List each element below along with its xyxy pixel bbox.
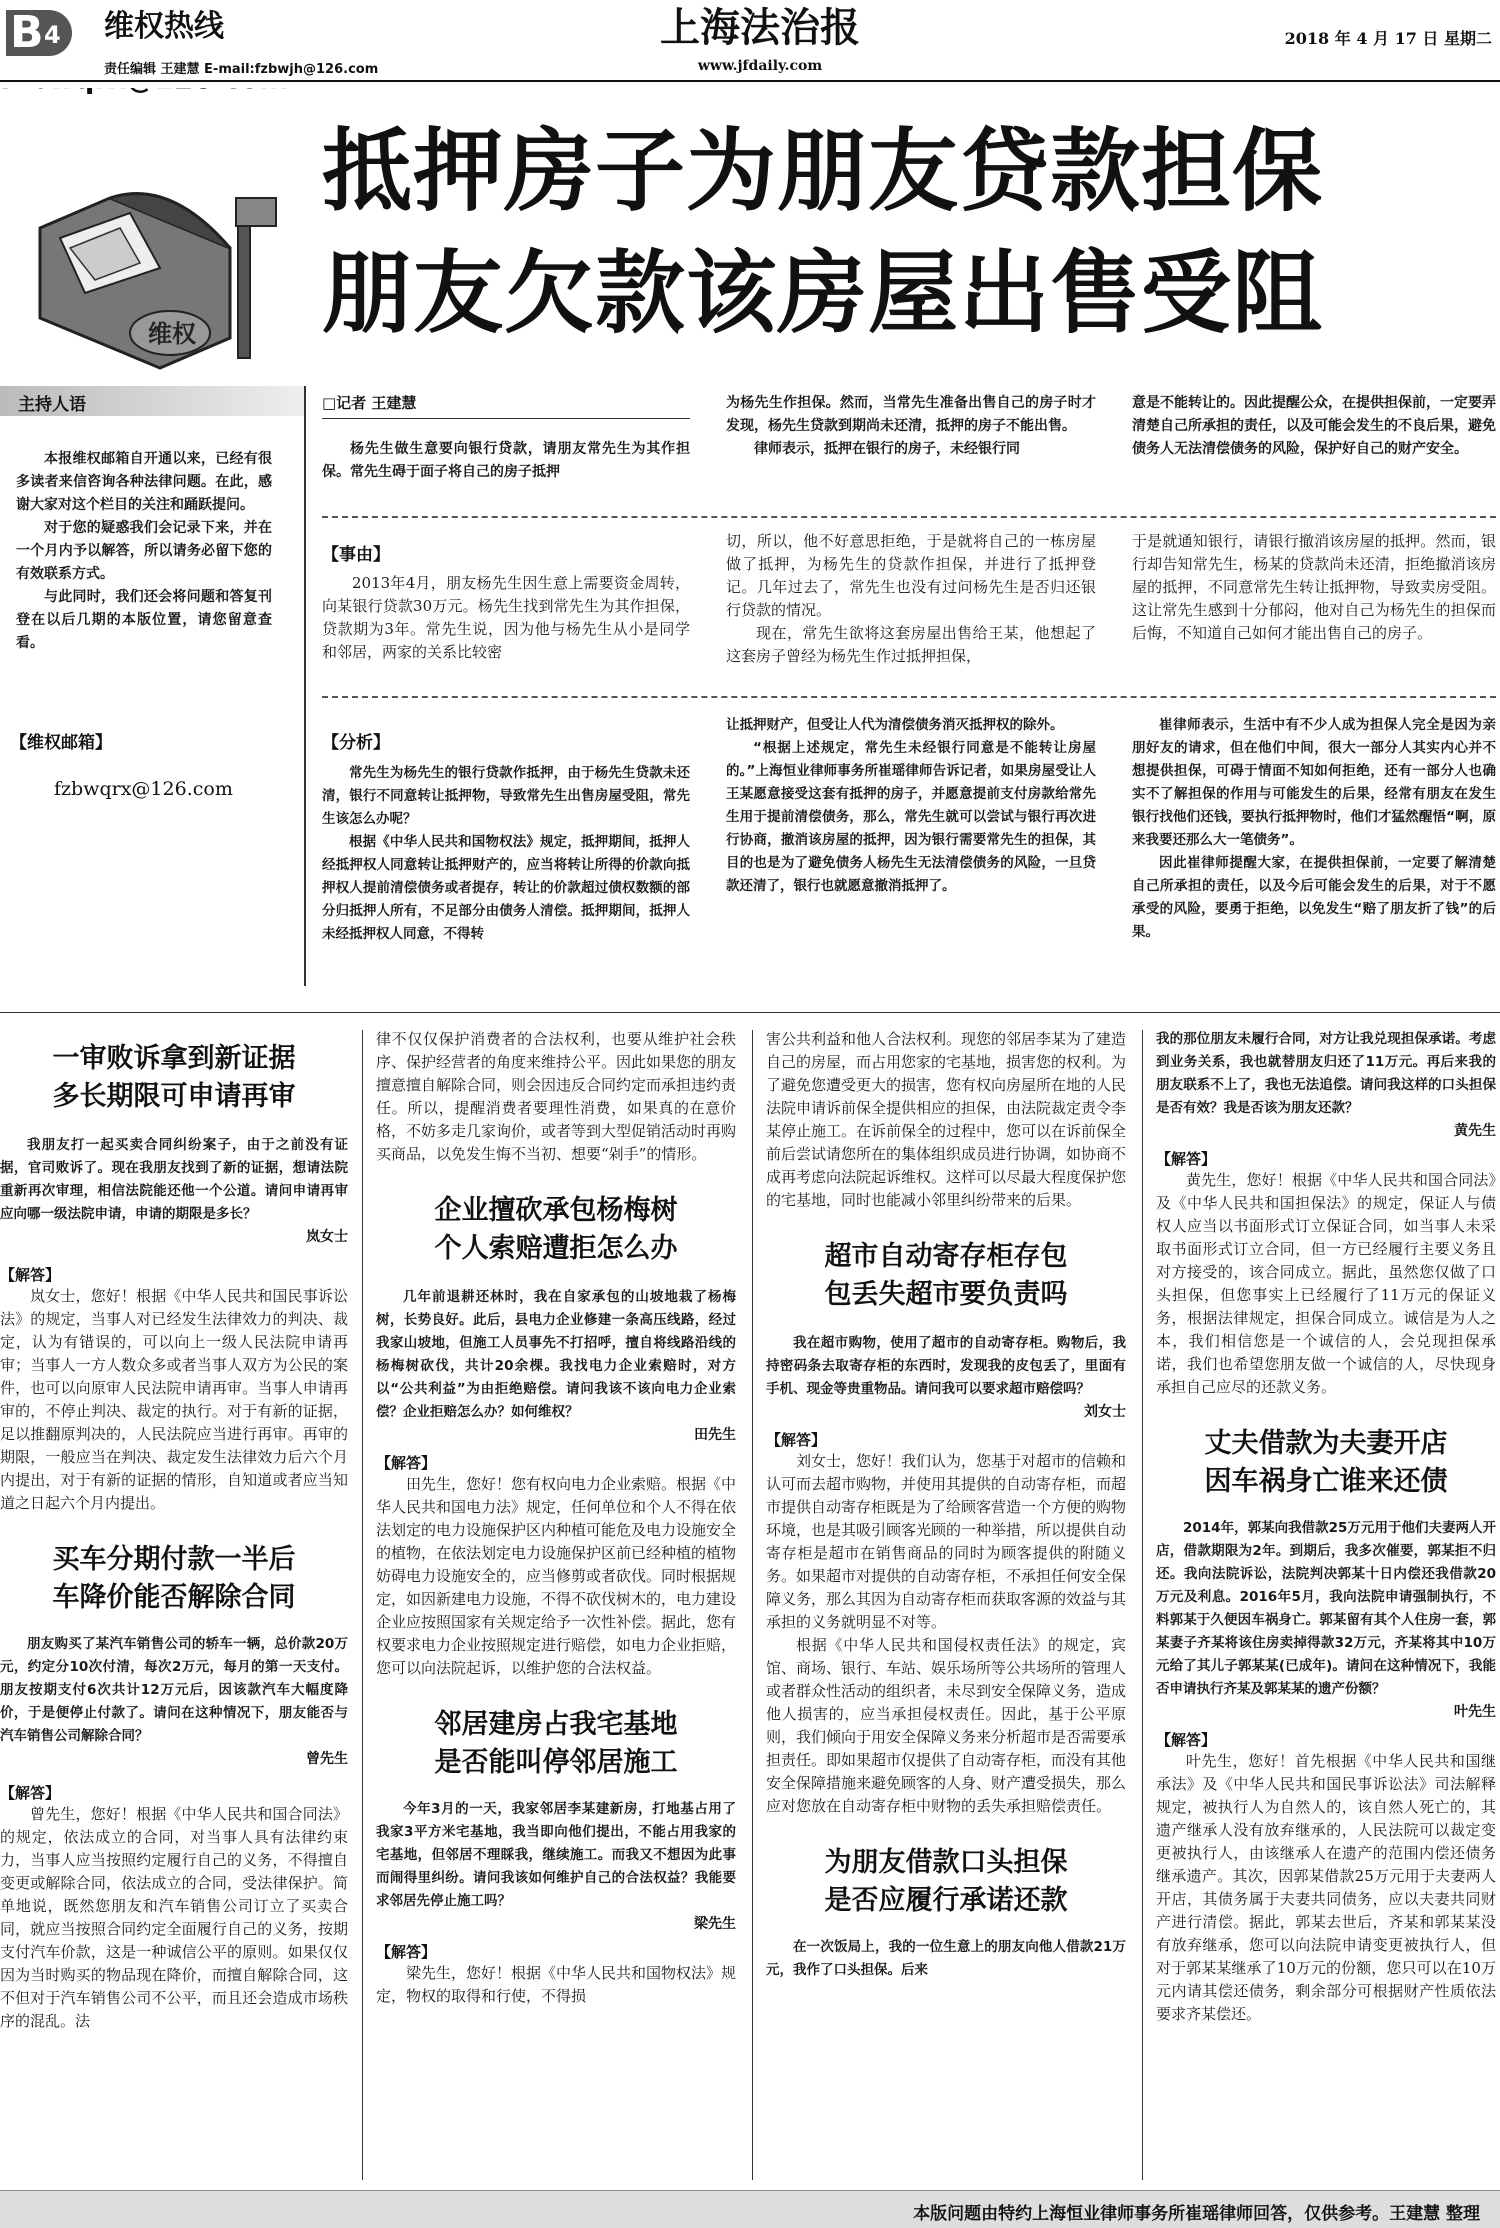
mailbox-illustration — [0, 88, 300, 378]
page-tag: B — [10, 7, 44, 58]
cause-a: 2013年4月，朋友杨先生因生意上需要资金周转，向某银行贷款30万元。杨先生找到常先生为其作担保，贷款期为3年。常先生说，因为他与杨先生从小是同学和邻居，两家的关系比较密 — [322, 574, 690, 661]
article-title: 丈夫借款为夫妻开店 因车祸身亡谁来还债 — [1204, 1428, 1448, 1497]
lead-a: 杨先生做生意要向银行贷款，请朋友常先生为其作担保。常先生碍于面子将自己的房子抵押 — [322, 441, 690, 480]
answer-label: 【解答】 — [0, 1784, 61, 1802]
cause-b: 切，所以，他不好意思拒绝，于是就将自己的一栋房屋做了抵押，为杨先生的贷款作担保，并进行了抵押登记。几年过去了，常先生也没有过问杨先生是否归还银行贷款的情况。 现在，常先生欲将这套房屋出售给王某，他想起了这套房子曾经为杨先生作过抵押担保， — [726, 532, 1096, 665]
analysis-label: 【分析】 — [322, 733, 390, 753]
stamp-text: 维权 — [148, 320, 196, 348]
article-answer: 曾先生，您好！根据《中华人民共和国合同法》的规定，依法成立的合同，对当事人具有法律约束力，当事人应当按照约定履行自己的义务，不得擅自变更或解除合同，依法成立的合同，受法律保护。简单地说，既然您朋友和汽车销售公司订立了买卖合同，就应当按照合同约定全面履行自己的义务，按期支付汽车价款，这是一种诚信公平的原则。如果仅仅因为当时购买的物品现在降价，而擅自解除合同，这不但对于汽车销售公司不公平，而且还会造成市场秩序的混乱。法 — [0, 1805, 348, 2030]
article-question: 今年3月的一天，我家邻居李某建新房，打地基占用了我家3平方米宅基地，我当即向他们提出，不能占用我家的宅基地，但邻居不理睬我，继续施工。而我又不想因为此事而闹得里纠纷。请问我该如何维护自己的合法权益？我能要求邻居先停止施工吗？ — [376, 1801, 736, 1909]
article-title: 买车分期付款一半后 车降价能否解除合同 — [52, 1544, 296, 1613]
column-rule — [752, 1030, 753, 2180]
host-text: 本报维权邮箱自开通以来，已经有很多读者来信咨询各种法律问题。在此，感谢大家对这个栏目的关注和踊跃提问。 对于您的疑惑我们会记录下来，并在一个月内予以解答，所以请务必留下您的有效联系方式。 与此同时，我们还会将问题和答复刊登在以后几期的本版位置，请您留意查看。 — [16, 451, 272, 651]
column-rule — [1142, 1030, 1143, 2180]
article-continued: 害公共利益和他人合法权利。现您的邻居李某为了建造自己的房屋，而占用您家的宅基地，损害您的权利。为了避免您遭受更大的损害，您有权向房屋所在地的人民法院申请诉前保全提供相应的担保，由法院裁定责令李某停止施工。在诉前保全的过程中，您可以在诉前保全前后尝试请您所在的集体组织成员进行协调，如协商不成再考虑向法院起诉维权。这样可以尽最大程度保护您的宅基地，同时也能减小邻里纠纷带来的后果。 — [766, 1030, 1127, 1209]
lead-divider — [322, 516, 1496, 518]
column-rule — [362, 1030, 363, 2180]
article-title: 邻居建房占我宅基地 是否能叫停邻居施工 — [434, 1709, 678, 1778]
article-question: 朋友购买了某汽车销售公司的轿车一辆，总价款20万元，约定分10次付清，每次2万元，每月的第一天支付。朋友按期支付6次共计12万元后，因该款汽车大幅度降价，于是便停止付款了。请问在这种情况下，朋友能否与汽车销售公司解除合同？ — [0, 1636, 348, 1744]
answer-label: 【解答】 — [1156, 1731, 1217, 1749]
article-title: 为朋友借款口头担保 是否应履行承诺还款 — [824, 1847, 1068, 1916]
headline-line2: 朋友欠款该房屋出售受阻 — [322, 241, 1323, 346]
analysis-b: 让抵押财产，但受让人代为清偿债务消灭抵押权的除外。 “根据上述规定，常先生未经银行同意是不能转让房屋的。”上海恒业律师事务所崔瑶律师告诉记者，如果房屋受让人王某愿意接受这套有抵押的房子，并愿意提前支付房款给常先生用于提前清偿债务，那么，常先生就可以尝试与银行再次进行协商，撤消该房屋的抵押，因为银行需要常先生的担保，其目的也是为了避免债务人杨先生无法清偿债务的风险，一旦贷款还清了，银行也就愿意撤消抵押了。 — [726, 717, 1096, 894]
footer-bar — [0, 2190, 1500, 2228]
footer-note: 本版问题由特约上海恒业律师事务所崔瑶律师回答，仅供参考。王建慧 整理 — [913, 2204, 1480, 2224]
question-signature: 刘女士 — [1084, 1404, 1126, 1420]
site-url: www.jfdaily.com — [697, 58, 823, 74]
answer-label: 【解答】 — [376, 1454, 437, 1472]
analysis-a: 常先生为杨先生的银行贷款作抵押，由于杨先生贷款未还清，银行不同意转让抵押物，导致常先生出售房屋受阻，常先生该怎么办呢？ 根据《中华人民共和国物权法》规定，抵押期间，抵押人经抵押权人同意转让抵押财产的，应当将转让所得的价款向抵押权人提前清偿债务或者提存，转让的价款超过债权数额的部分归抵押人所有，不足部分由债务人清偿。抵押期间，抵押人未经抵押权人同意，不得转 — [322, 765, 690, 942]
answer-label: 【解答】 — [376, 1943, 437, 1961]
article-title: 超市自动寄存柜存包 包丢失超市要负责吗 — [824, 1241, 1068, 1310]
cause-divider — [322, 696, 1496, 698]
mailbox-icon — [0, 88, 300, 378]
lead-c: 意是不能转让的。因此提醒公众，在提供担保前，一定要弄清楚自己所承担的责任，以及可能会发生的不良后果，避免债务人无法清偿债务的风险，保护好自己的财产安全。 — [1132, 395, 1496, 457]
article-answer: 田先生，您好！您有权向电力企业索赔。根据《中华人民共和国电力法》规定，任何单位和个人不得在依法划定的电力设施保护区内种植可能危及电力设施安全的植物，在依法划定电力设施保护区前已经种植的植物妨碍电力设施安全的，应当修剪或者砍伐。同时根据规定，如因新建电力设施，不得不砍伐树木的，电力建设企业应按照国家有关规定给予一次性补偿。据此，您有权要求电力企业按照规定进行赔偿，如电力企业拒赔，您可以向法院起诉，以维护您的合法权益。 — [376, 1475, 737, 1677]
mailbox-email-arc — [0, 88, 288, 95]
article-title: 企业擅砍承包杨梅树 个人索赔遭拒怎么办 — [434, 1195, 678, 1264]
sidebar-rule — [304, 386, 306, 986]
question-signature: 黄先生 — [1454, 1123, 1496, 1139]
byline-rule — [322, 418, 690, 419]
article-question: 我在超市购物，使用了超市的自动寄存柜。购物后，我持密码条去取寄存柜的东西时，发现我的皮包丢了，里面有手机、现金等贵重物品。请问我可以要求超市赔偿吗？ — [766, 1335, 1126, 1397]
article-col-2 — [376, 1028, 736, 2008]
lead-b: 为杨先生作担保。然而，当常先生准备出售自己的房子时才发现，杨先生贷款到期尚未还清，抵押的房子不能出售。 律师表示，抵押在银行的房子，未经银行同 — [726, 395, 1096, 457]
byline: □记者 王建慧 — [322, 394, 417, 412]
question-signature: 梁先生 — [694, 1916, 736, 1932]
article-question: 在一次饭局上，我的一位生意上的朋友向他人借款21万元，我作了口头担保。后来 — [766, 1939, 1126, 1978]
headline-line1: 抵押房子为朋友贷款担保 — [322, 119, 1323, 224]
answer-label: 【解答】 — [0, 1266, 61, 1284]
analysis-c: 崔律师表示，生活中有不少人成为担保人完全是因为亲朋好友的请求，但在他们中间，很大一部分人其实内心并不想提供担保，可碍于情面不知如何拒绝，还有一部分人也确实不了解担保的作用与可能发生的后果，经常有朋友在发生银行找他们还钱，要执行抵押物时，他们才猛然醒悟“啊，原来我要还那么大一笔债务”。 因此崔律师提醒大家，在提供担保前，一定要了解清楚自己所承担的责任，以及今后可能会发生的后果，对于不愿承受的风险，要勇于拒绝，以免发生“赔了朋友折了钱”的后果。 — [1132, 717, 1496, 940]
article-title: 一审败诉拿到新证据 多长期限可申请再审 — [52, 1043, 296, 1112]
question-signature: 叶先生 — [1454, 1704, 1496, 1720]
article-question: 几年前退耕还林时，我在自家承包的山坡地栽了杨梅树，长势良好。此后，县电力企业修建一条高压线路，经过我家山坡地，但施工人员事先不打招呼，擅自将线路沿线的杨梅树砍伐，共计20余棵。我找电力企业索赔时，对方以“公共利益”为由拒绝赔偿。请问我该不该向电力企业索偿？企业拒赔怎么办？如何维权？ — [376, 1289, 736, 1420]
page-number: 4 — [44, 21, 61, 49]
article-answer: 黄先生，您好！根据《中华人民共和国合同法》及《中华人民共和国担保法》的规定，保证人与债权人应当以书面形式订立保证合同，如当事人未采取书面形式订立合同，但一方已经履行主要义务且对方接受的，该合同成立。据此，虽然您仅做了口头担保，但您事实上已经履行了11万元的保证义务，根据法律规定，担保合同成立。诚信是为人之本，我们相信您是一个诚信的人，会兑现担保承诺，我们也希望您朋友做一个诚信的人，尽快现身承担自己应尽的还款义务。 — [1156, 1171, 1496, 1396]
article-question: 我的那位朋友未履行合同，对方让我兑现担保承诺。考虑到业务关系，我也就替朋友归还了11万元。再后来我的朋友联系不上了，我也无法追偿。请问我这样的口头担保是否有效？我是否该为朋友还款？ — [1156, 1031, 1496, 1116]
section-rule — [0, 1012, 1500, 1013]
masthead: 上海法治报 — [660, 4, 860, 51]
mailbox-email: fzbwqrx@126.com — [54, 778, 233, 800]
editor-line: 责任编辑 王建慧 E-mail:fzbwjh@126.com — [104, 62, 379, 77]
answer-label: 【解答】 — [1156, 1150, 1217, 1168]
article-question: 我朋友打一起买卖合同纠纷案子，由于之前没有证据，官司败诉了。现在我朋友找到了新的证据，想请法院重新再次审理，相信法院能还他一个公道。请问申请再审应向哪一级法院申请，申请的期限是多长？ — [0, 1137, 348, 1222]
article-answer: 刘女士，您好！我们认为，您基于对超市的信赖和认可而去超市购物，并使用其提供的自动寄存柜，而超市提供自动寄存柜既是为了给顾客营造一个方便的购物环境，也是其吸引顾客光顾的一种举措，所以提供自动寄存柜是超市在销售商品的同时为顾客提供的附随义务。如果超市对提供的自动寄存柜，不承担任何安全保障义务，那么其因为自动寄存柜而获取客源的效益与其承担的义务就明显不对等。 根据《中华人民共和国侵权责任法》的规定，宾馆、商场、银行、车站、娱乐场所等公共场所的管理人或者群众性活动的组织者，未尽到安全保障义务，造成他人损害的，应当承担侵权责任。因此，基于公平原则，我们倾向于用安全保障义务来分析超市是否需要承担责任。即如果超市仅提供了自动寄存柜，而没有其他安全保障措施来避免顾客的人身、财产遭受损失，那么应对您放在自动寄存柜中财物的丢失承担赔偿责任。 — [766, 1452, 1127, 1815]
article-col-3 — [766, 1028, 1126, 1982]
header-rule — [0, 80, 1500, 82]
article-answer: 梁先生，您好！根据《中华人民共和国物权法》规定，物权的取得和行使，不得损 — [376, 1964, 737, 2005]
question-signature: 岚女士 — [306, 1229, 348, 1245]
question-signature: 田先生 — [694, 1427, 736, 1443]
article-answer: 岚女士，您好！根据《中华人民共和国民事诉讼法》的规定，当事人对已经发生法律效力的判决、裁定，认为有错误的，可以向上一级人民法院申请再审；当事人一方人数众多或者当事人双方为公民的案件，也可以向原审人民法院申请再审。当事人申请再审的，不停止判决、裁定的执行。对于有新的证据，足以推翻原判决的，人民法院应当进行再审。再审的期限，一般应当在判决、裁定发生法律效力后六个月内提出，对于有新的证据的情形，自知道或者应当知道之日起六个月内提出。 — [0, 1287, 348, 1512]
issue-date: 2018 年 4 月 17 日 星期二 — [1284, 29, 1492, 48]
host-label: 主持人语 — [0, 386, 304, 416]
article-question: 2014年，郭某向我借款25万元用于他们夫妻两人开店，借款期限为2年。到期后，我多次催要，郭某拒不归还。我向法院诉讼，法院判决郭某十日内偿还我借款20万元及利息。2016年5月，我向法院申请强制执行，不料郭某于久便因车祸身亡。郭某留有其个人住房一套，郭某妻子齐某将该住房卖掉得款32万元，齐某将其中10万元给了其儿子郭某某(已成年)。请问在这种情况下，我能否申请执行齐某及郭某某的遗产份额？ — [1156, 1520, 1496, 1697]
question-signature: 曾先生 — [306, 1751, 348, 1767]
column-title: 维权热线 — [104, 9, 224, 44]
article-answer: 叶先生，您好！首先根据《中华人民共和国继承法》及《中华人民共和国民事诉讼法》司法解释规定，被执行人为自然人的，该自然人死亡的，其遗产继承人没有放弃继承的，人民法院可以裁定变更被执行人，由该继承人在遗产的范围内偿还债务继承遗产。其次，因郭某借款25万元用于夫妻两人开店，其债务属于夫妻共同债务，应以夫妻共同财产进行清偿。据此，郭某去世后，齐某和郭某某没有放弃继承，您可以向法院申请变更被执行人，但对于郭某某继承了10万元的份额，您只可以在10万元内请其偿还债务，剩余部分可根据财产性质依法要求齐某偿还。 — [1156, 1752, 1496, 2023]
cause-c: 于是就通知银行，请银行撤消该房屋的抵押。然而，银行却告知常先生，杨某的贷款尚未还清，拒绝撤消该房屋的抵押，不同意常先生转让抵押物，导致卖房受阻。这让常先生感到十分郁闷，他对自己为杨先生的担保而后悔，不知道自己如何才能出售自己的房子。 — [1132, 532, 1496, 642]
cause-label: 【事由】 — [322, 545, 390, 565]
article-col-4 — [1156, 1028, 1496, 2026]
article-col-1 — [0, 1040, 348, 2033]
article-continued: 律不仅仅保护消费者的合法权利，也要从维护社会秩序、保护经营者的角度来维持公平。因此如果您的朋友擅意擅自解除合同，则会因违反合同约定而承担违约责任。所以，提醒消费者要理性消费，如果真的在意价格，不妨多走几家询价，或者等到大型促销活动时再购买商品，以免发生悔不当初、想要“剁手”的情形。 — [376, 1030, 737, 1163]
mailbox-section-label: 【维权邮箱】 — [10, 733, 112, 753]
answer-label: 【解答】 — [766, 1431, 827, 1449]
page-badge — [0, 6, 82, 60]
